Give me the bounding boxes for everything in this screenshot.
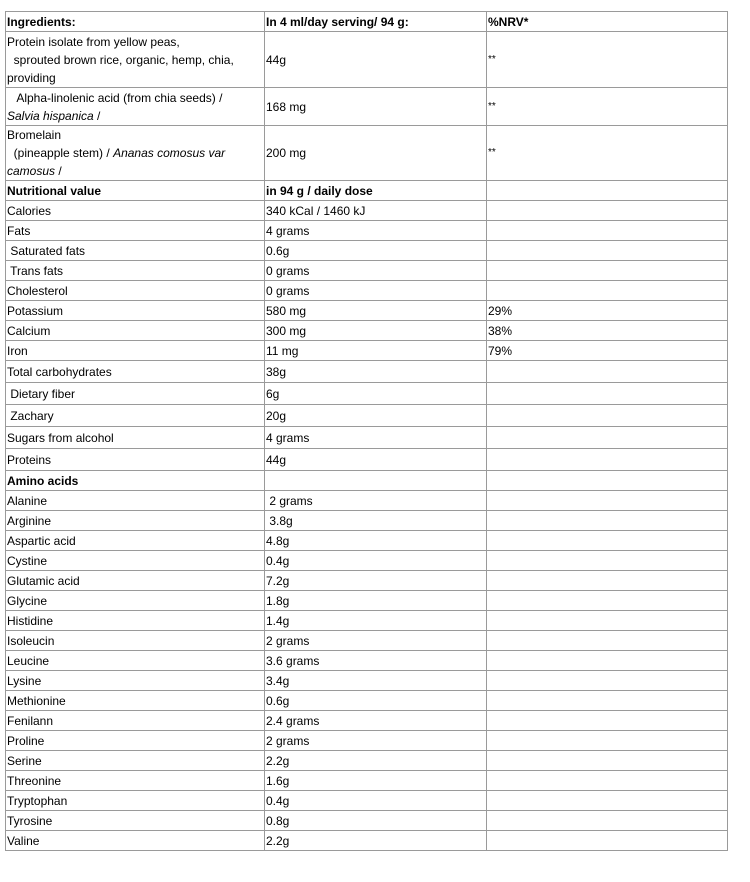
ingredient-name-line: Protein isolate from yellow peas, (7, 34, 180, 49)
amino-acid-name: Arginine (6, 511, 265, 531)
nutrient-value: 340 kCal / 1460 kJ (265, 201, 487, 221)
amino-acid-value: 3.8g (265, 511, 487, 531)
amino-acid-nrv (487, 831, 728, 851)
amino-acid-value: 0.4g (265, 791, 487, 811)
amino-acid-name: Lysine (6, 671, 265, 691)
amino-acid-value: 1.6g (265, 771, 487, 791)
ingredient-name (6, 126, 265, 181)
nutrient-name: Cholesterol (6, 281, 265, 301)
amino-acid-name: Aspartic acid (6, 531, 265, 551)
amino-acid-nrv (487, 711, 728, 731)
amino-acid-name: Proline (6, 731, 265, 751)
ingredient-name (6, 32, 265, 88)
amino-acid-nrv (487, 571, 728, 591)
amino-acid-nrv (487, 751, 728, 771)
amino-acid-name: Glutamic acid (6, 571, 265, 591)
amino-acid-nrv (487, 531, 728, 551)
amino-header-empty (487, 471, 728, 491)
nutrient-name: Fats (6, 221, 265, 241)
amino-acid-name: Histidine (6, 611, 265, 631)
amino-acid-row (6, 751, 728, 771)
nutrition-row (6, 241, 728, 261)
amino-acid-row (6, 671, 728, 691)
nutrition-row (6, 427, 728, 449)
nutrient-nrv (487, 405, 728, 427)
ingredient-latin-name: Ananas comosus var (113, 146, 226, 160)
nutrition-header-dose: in 94 g / daily dose (265, 181, 487, 201)
header-nrv: %NRV* (487, 12, 728, 32)
amino-acid-row (6, 531, 728, 551)
amino-acid-row (6, 491, 728, 511)
ingredient-name-line: (pineapple stem) / (7, 146, 114, 160)
amino-acid-nrv (487, 611, 728, 631)
nutrition-row (6, 341, 728, 361)
amino-acid-row (6, 771, 728, 791)
ingredient-amount: 200 mg (265, 126, 487, 181)
nutrient-nrv: 38% (487, 321, 728, 341)
nutrient-nrv (487, 221, 728, 241)
nutrient-value: 300 mg (265, 321, 487, 341)
ingredient-nrv: ** (487, 126, 728, 181)
ingredient-nrv: ** (487, 88, 728, 126)
amino-acid-value: 0.6g (265, 691, 487, 711)
nutrient-name: Dietary fiber (6, 383, 265, 405)
amino-acid-row (6, 731, 728, 751)
nutrition-row (6, 361, 728, 383)
amino-acid-value: 2.2g (265, 751, 487, 771)
nutrient-name: Calories (6, 201, 265, 221)
nutrient-value: 11 mg (265, 341, 487, 361)
amino-acid-name: Tryptophan (6, 791, 265, 811)
nutrient-name: Total carbohydrates (6, 361, 265, 383)
nutrition-row (6, 281, 728, 301)
nutrition-header-row (6, 181, 728, 201)
amino-acid-nrv (487, 691, 728, 711)
amino-acid-value: 2.2g (265, 831, 487, 851)
amino-acid-nrv (487, 811, 728, 831)
header-row (6, 12, 728, 32)
amino-acid-name: Isoleucin (6, 631, 265, 651)
ingredient-name (6, 88, 265, 126)
amino-acid-value: 3.6 grams (265, 651, 487, 671)
amino-acid-value: 1.4g (265, 611, 487, 631)
nutrient-nrv (487, 427, 728, 449)
nutrient-name: Saturated fats (6, 241, 265, 261)
nutrient-nrv (487, 361, 728, 383)
nutrition-row (6, 221, 728, 241)
nutrition-row (6, 405, 728, 427)
amino-acid-row (6, 791, 728, 811)
amino-acid-name: Threonine (6, 771, 265, 791)
ingredient-name-suffix: / (93, 108, 101, 123)
amino-acid-name: Alanine (6, 491, 265, 511)
amino-acid-nrv (487, 511, 728, 531)
amino-acid-row (6, 691, 728, 711)
amino-acid-value: 0.4g (265, 551, 487, 571)
amino-acid-row (6, 511, 728, 531)
amino-acid-name: Valine (6, 831, 265, 851)
amino-acid-name: Methionine (6, 691, 265, 711)
amino-acid-nrv (487, 651, 728, 671)
nutrition-row (6, 201, 728, 221)
nutrient-nrv (487, 281, 728, 301)
amino-acid-row (6, 651, 728, 671)
nutrient-name: Calcium (6, 321, 265, 341)
amino-acid-row (6, 711, 728, 731)
nutrition-row (6, 301, 728, 321)
amino-acid-row (6, 591, 728, 611)
ingredient-name-line: Bromelain (7, 128, 62, 142)
nutrient-value: 0 grams (265, 281, 487, 301)
amino-acid-row (6, 611, 728, 631)
ingredient-name-line: providing (7, 70, 56, 85)
amino-acid-name: Tyrosine (6, 811, 265, 831)
nutrition-header-empty (487, 181, 728, 201)
nutrition-header-label: Nutritional value (6, 181, 265, 201)
nutrition-facts-table (5, 11, 728, 851)
nutrient-name: Trans fats (6, 261, 265, 281)
amino-acid-nrv (487, 631, 728, 651)
nutrient-value: 20g (265, 405, 487, 427)
nutrient-value: 0.6g (265, 241, 487, 261)
amino-acid-nrv (487, 491, 728, 511)
ingredient-name-line: Alpha-linolenic acid (from chia seeds) / (7, 90, 223, 105)
nutrition-row (6, 261, 728, 281)
amino-acid-value: 4.8g (265, 531, 487, 551)
amino-acid-value: 2.4 grams (265, 711, 487, 731)
nutrient-value: 4 grams (265, 221, 487, 241)
nutrient-name: Iron (6, 341, 265, 361)
amino-header-label: Amino acids (6, 471, 265, 491)
nutrient-nrv (487, 241, 728, 261)
amino-acid-name: Serine (6, 751, 265, 771)
amino-acid-name: Cystine (6, 551, 265, 571)
nutrient-nrv (487, 383, 728, 405)
amino-acid-value: 2 grams (265, 731, 487, 751)
amino-acid-value: 3.4g (265, 671, 487, 691)
amino-acid-value: 2 grams (265, 631, 487, 651)
nutrient-value: 6g (265, 383, 487, 405)
nutrient-nrv: 79% (487, 341, 728, 361)
nutrient-name: Proteins (6, 449, 265, 471)
amino-acid-name: Fenilann (6, 711, 265, 731)
nutrition-row (6, 383, 728, 405)
header-serving: In 4 ml/day serving/ 94 g: (265, 12, 487, 32)
amino-acid-row (6, 831, 728, 851)
amino-acid-nrv (487, 591, 728, 611)
amino-acid-nrv (487, 731, 728, 751)
nutrient-value: 0 grams (265, 261, 487, 281)
amino-acid-nrv (487, 551, 728, 571)
amino-acid-value: 7.2g (265, 571, 487, 591)
ingredient-nrv: ** (487, 32, 728, 88)
nutrient-nrv: 29% (487, 301, 728, 321)
amino-acid-value: 2 grams (265, 491, 487, 511)
amino-acid-nrv (487, 791, 728, 811)
ingredient-name-suffix: / (55, 164, 62, 178)
amino-acid-row (6, 631, 728, 651)
nutrient-nrv (487, 201, 728, 221)
amino-acid-nrv (487, 671, 728, 691)
nutrient-nrv (487, 449, 728, 471)
amino-acid-row (6, 551, 728, 571)
header-ingredients: Ingredients: (6, 12, 265, 32)
ingredient-row-bromelain (6, 126, 728, 181)
ingredient-row-alpha-linolenic-acid (6, 88, 728, 126)
nutrition-row (6, 449, 728, 471)
nutrient-value: 4 grams (265, 427, 487, 449)
ingredient-row-protein-isolate (6, 32, 728, 88)
amino-acid-value: 0.8g (265, 811, 487, 831)
nutrient-value: 44g (265, 449, 487, 471)
nutrient-name: Potassium (6, 301, 265, 321)
nutrient-name: Sugars from alcohol (6, 427, 265, 449)
nutrient-name: Zachary (6, 405, 265, 427)
amino-header-empty (265, 471, 487, 491)
amino-acid-name: Glycine (6, 591, 265, 611)
amino-acid-nrv (487, 771, 728, 791)
amino-header-row (6, 471, 728, 491)
ingredient-amount: 168 mg (265, 88, 487, 126)
amino-acid-name: Leucine (6, 651, 265, 671)
ingredient-latin-name: Salvia hispanica (7, 108, 94, 123)
nutrient-value: 580 mg (265, 301, 487, 321)
nutrition-row (6, 321, 728, 341)
amino-acid-row (6, 811, 728, 831)
nutrient-nrv (487, 261, 728, 281)
ingredient-amount: 44g (265, 32, 487, 88)
amino-acid-value: 1.8g (265, 591, 487, 611)
ingredient-latin-name: camosus (7, 164, 56, 178)
ingredient-name-line: sprouted brown rice, organic, hemp, chia, (7, 52, 234, 67)
amino-acid-row (6, 571, 728, 591)
nutrient-value: 38g (265, 361, 487, 383)
